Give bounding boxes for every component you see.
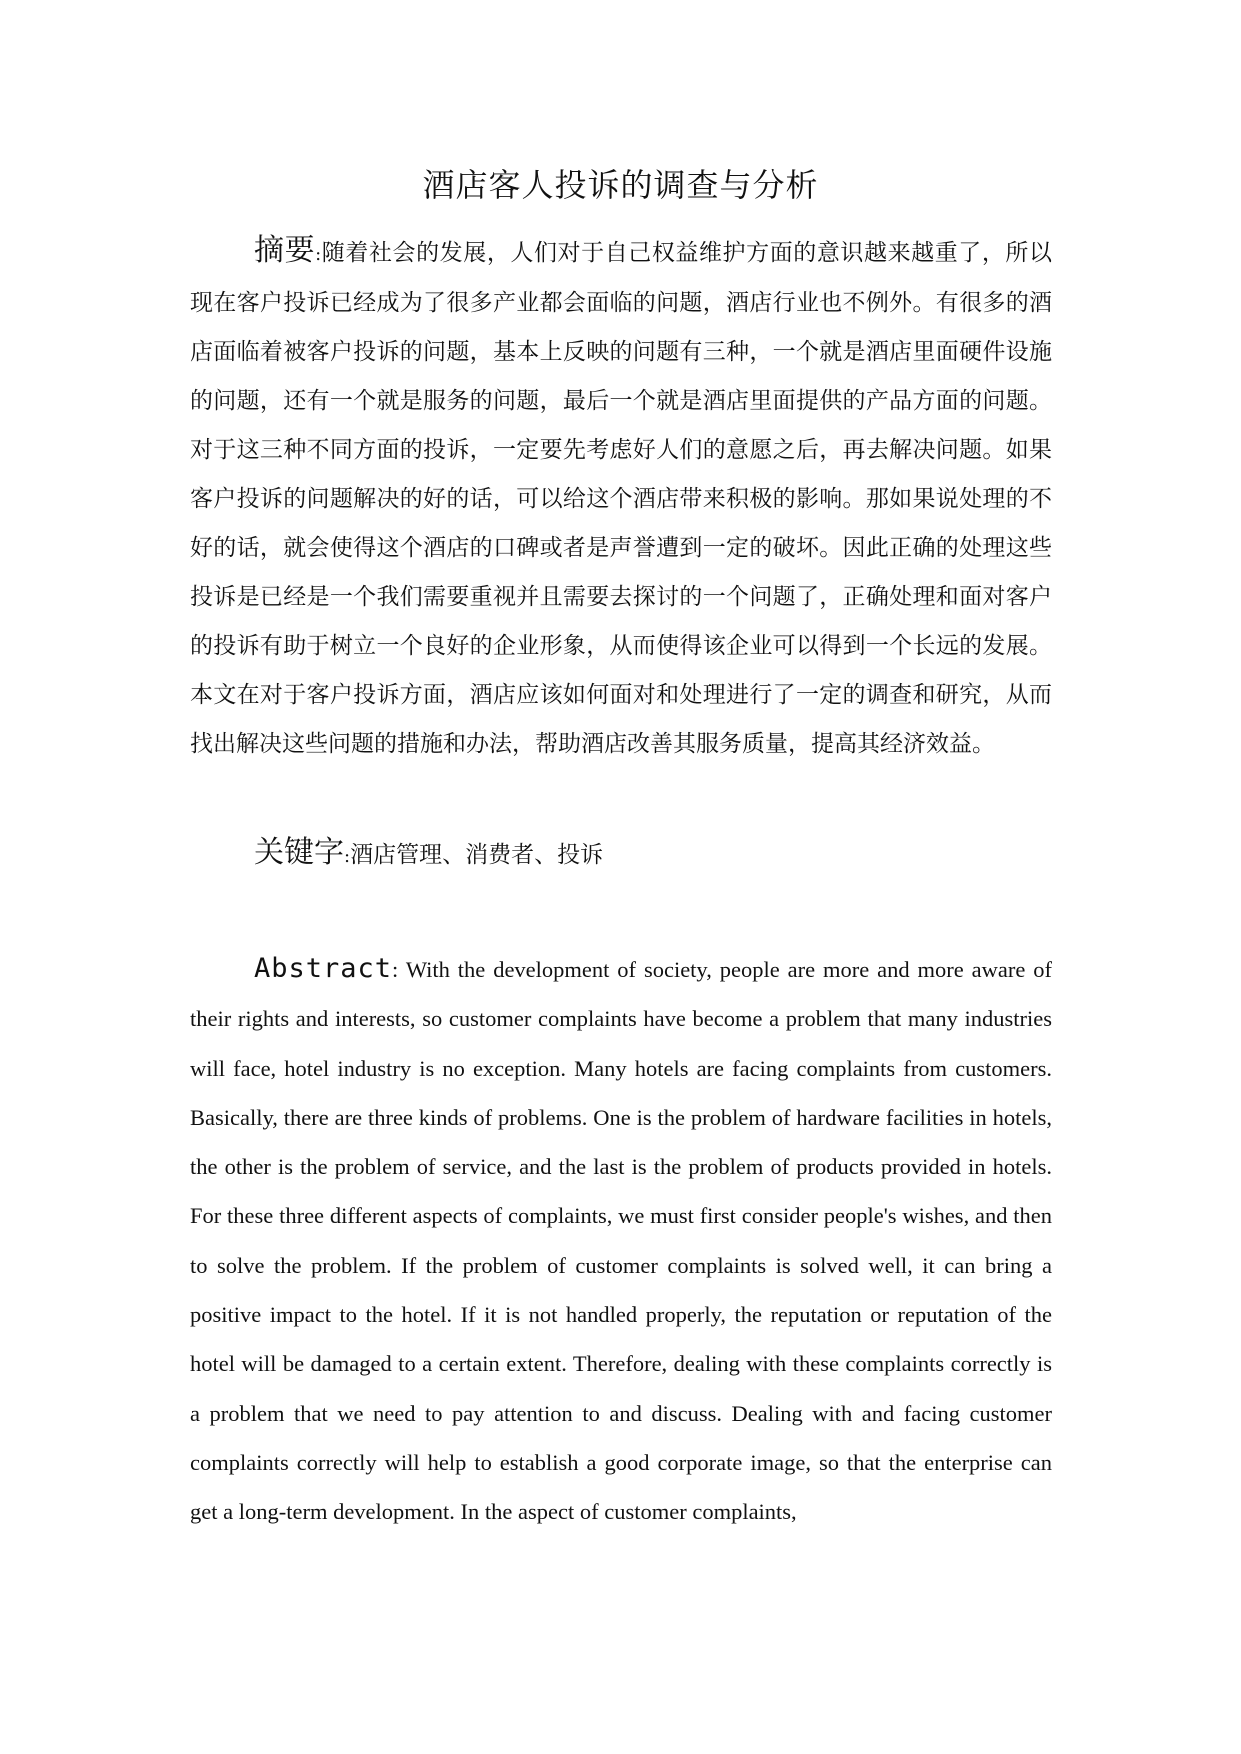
abstract-cn-colon: : bbox=[315, 244, 322, 265]
abstract-cn-label: 摘要 bbox=[254, 233, 316, 268]
keywords-label: 关键字 bbox=[254, 835, 344, 870]
abstract-en-label: Abstract bbox=[254, 953, 393, 984]
keywords-paragraph bbox=[254, 828, 1054, 881]
abstract-en-text: With the development of society, people are more and more aware of their rights and interests, so customer complaints have become a problem that many industries will face, hotel industry is no exception. Many hotels are facing complaints from customers. Basically, there are three kinds of problems. One is the problem of hardware facilities in hotels, the other is the problem of service, and the last is the problem of products provided in hotels. For these three different aspects of complaints, we must first consider people's wishes, and then to solve the problem. If the problem of customer complaints is solved well, it can bring a positive impact to the hotel. If it is not handled properly, the reputation or reputation of the hotel will be damaged to a certain extent. Therefore, dealing with these complaints correctly is a problem that we need to pay attention to and discuss. Dealing with and facing customer complaints correctly will help to establish a good corporate image, so that the enterprise can get a long-term development. In the aspect of customer complaints, bbox=[190, 957, 1052, 1525]
document-title: 酒店客人投诉的调查与分析 bbox=[422, 166, 819, 204]
abstract-en-paragraph bbox=[190, 944, 1052, 1537]
abstract-cn-paragraph bbox=[190, 226, 1052, 769]
abstract-cn-text: 随着社会的发展，人们对于自己权益维护方面的意识越来越重了，所以现在客户投诉已经成为了很多产业都会面临的问题，酒店行业也不例外。有很多的酒店面临着被客户投诉的问题，基本上反映的问题有三种，一个就是酒店里面硬件设施的问题，还有一个就是服务的问题，最后一个就是酒店里面提供的产品方面的问题。对于这三种不同方面的投诉，一定要先考虑好人们的意愿之后，再去解决问题。如果客户投诉的问题解决的好的话，可以给这个酒店带来积极的影响。那如果说处理的不好的话，就会使得这个酒店的口碑或者是声誉遭到一定的破坏。因此正确的处理这些投诉是已经是一个我们需要重视并且需要去探讨的一个问题了，正确处理和面对客户的投诉有助于树立一个良好的企业形象，从而使得该企业可以得到一个长远的发展。本文在对于客户投诉方面，酒店应该如何面对和处理进行了一定的调查和研究，从而找出解决这些问题的措施和办法，帮助酒店改善其服务质量，提高其经济效益。 bbox=[190, 240, 1053, 757]
abstract-en-colon: : bbox=[392, 957, 399, 982]
keywords-text: 酒店管理、消费者、投诉 bbox=[350, 842, 604, 868]
keywords-colon: : bbox=[344, 846, 351, 867]
